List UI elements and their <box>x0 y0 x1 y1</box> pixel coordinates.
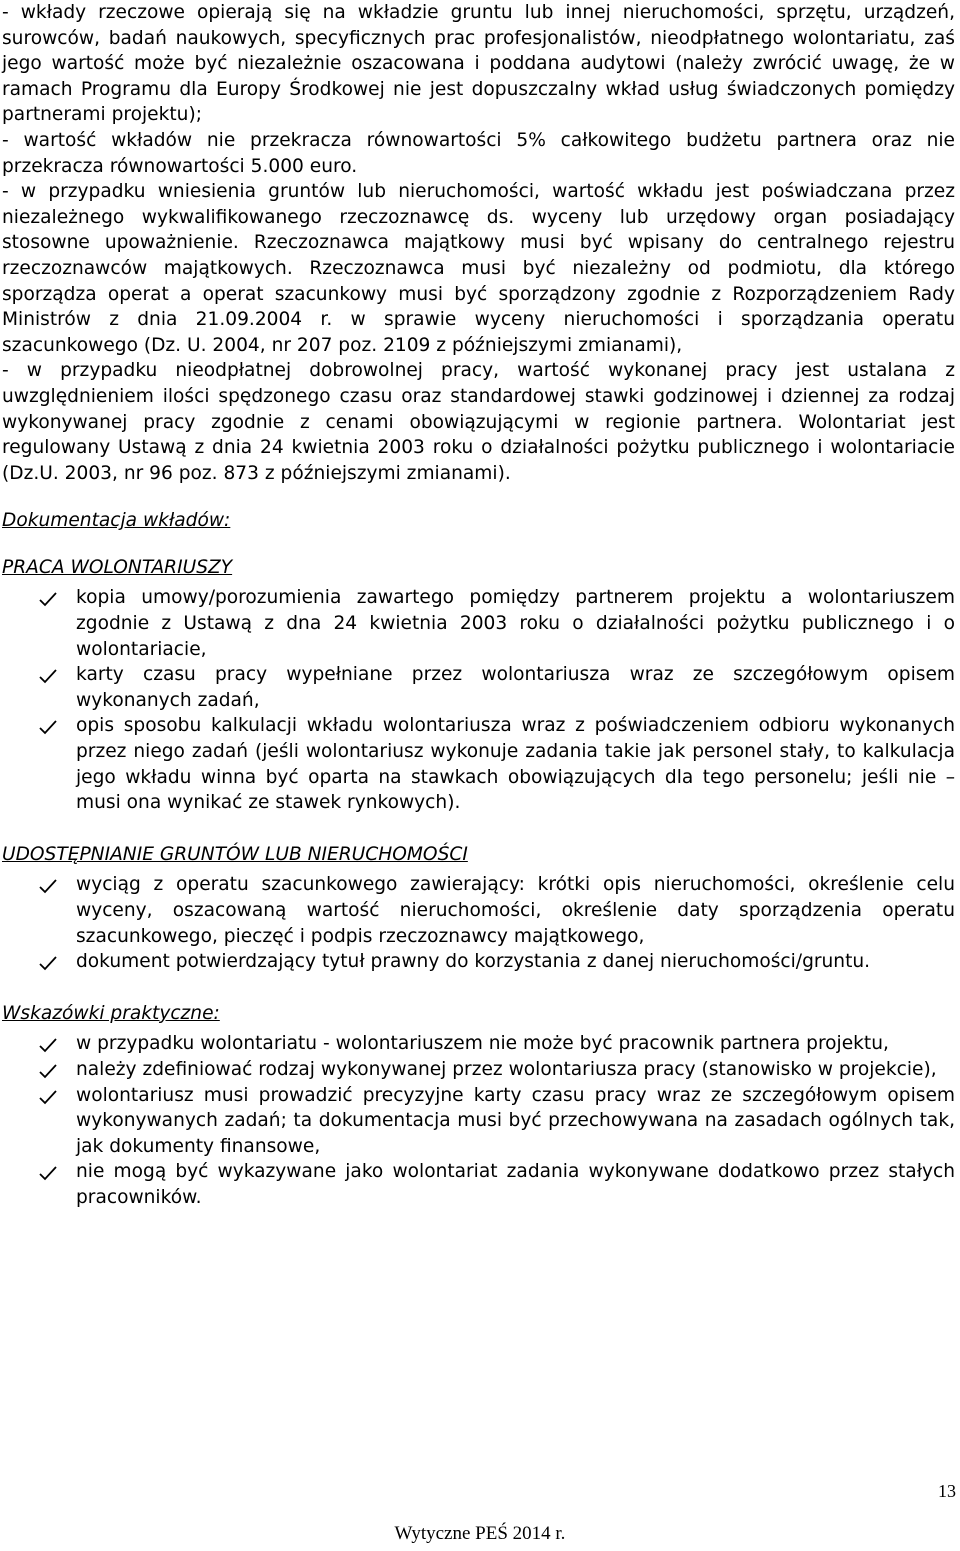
list-item-text: opis sposobu kalkulacji wkładu wolontariusza wraz z poświadczeniem odbioru wykonanych przez niego zadań (jeśli wolontariusz wykonuje zadania takie jak personel stały, to kalkulacja jego wkładu winna być oparta na stawkach obowiązujących dla tego personelu; jeśli nie – musi ona wynikać ze stawek rynkowych). <box>76 715 955 814</box>
list-item <box>2 713 955 815</box>
paragraph-wklady-rzeczowe: - wkłady rzeczowe opierają się na wkładzie gruntu lub innej nieruchomości, sprzętu, urządzeń, surowców, badań naukowych, specyficznych prac profesjonalistów, nieodpłatnego wolontariatu, zaś jego wartość może być niezależnie oszacowana i poddana audytowi (należy zwrócić uwagę, że w ramach Programu dla Europy Środkowej nie jest dopuszczalny wkład usług świadczonych pomiędzy partnerami projektu); <box>2 2 955 126</box>
list-item <box>2 872 955 949</box>
footer-title: Wytyczne PEŚ 2014 r. <box>394 1523 566 1544</box>
list-item-text: wyciąg z operatu szacunkowego zawierający: krótki opis nieruchomości, określenie celu wyceny, oszacowaną wartość nieruchomości, określenie daty sporządzenia operatu szacunkowego, pieczęć i podpis rzeczoznawcy majątkowego, <box>76 874 955 947</box>
checklist <box>2 1031 955 1210</box>
document-body <box>2 0 955 1211</box>
paragraph-nieodplatna-praca: - w przypadku nieodpłatnej dobrowolnej pracy, wartość wykonanej pracy jest ustalana z uwzględnieniem ilości spędzonego czasu oraz standardowej stawki godzinowej i dziennej za rodzaj wykonywanej pracy zgodnie z cenami obowiązującymi w regionie partnera. Wolontariat jest regulowany Ustawą z dnia 24 kwietnia 2003 roku o działalności pożytku publicznego i wolontariacie (Dz.U. 2003, nr 96 poz. 873 z późniejszymi zmianami). <box>2 360 955 484</box>
list-item <box>2 1031 955 1057</box>
check-mark-icon <box>38 949 60 971</box>
section-wskazowki-praktyczne <box>2 1001 955 1211</box>
list-item-text: w przypadku wolontariatu - wolontariuszem nie może być pracownik partnera projektu, <box>76 1033 889 1055</box>
list-item <box>2 1083 955 1160</box>
check-mark-icon <box>38 1083 60 1105</box>
list-item-text: nie mogą być wykazywane jako wolontariat zadania wykonywane dodatkowo przez stałych pracowników. <box>76 1161 955 1208</box>
section-praca-wolontariuszy <box>2 555 955 816</box>
list-item <box>2 662 955 713</box>
list-item <box>2 949 955 975</box>
heading-dokumentacja-wkladow: Dokumentacja wkładów: <box>2 510 231 532</box>
section-udostepnianie-gruntow <box>2 842 955 975</box>
checklist <box>2 585 955 815</box>
check-mark-icon <box>38 1159 60 1181</box>
list-item <box>2 1057 955 1083</box>
paragraph-grunty-nieruchomosci: - w przypadku wniesienia gruntów lub nieruchomości, wartość wkładu jest poświadczana przez niezależnego wykwalifikowanego rzeczoznawcę ds. wyceny lub urzędowy organ posiadający stosowne upoważnienie. Rzeczoznawca majątkowy musi być wpisany do centralnego rejestru rzeczoznawców majątkowych. Rzeczoznawca musi być niezależny od podmiotu, dla którego sporządza operat a operat szacunkowy musi być sporządzony zgodnie z Rozporządzeniem Rady Ministrów z dnia 21.09.2004 r. w sprawie wyceny nieruchomości i sporządzania operatu szacunkowego (Dz. U. 2004, nr 207 poz. 2109 z późniejszymi zmianami), <box>2 181 955 356</box>
section-heading: UDOSTĘPNIANIE GRUNTÓW LUB NIERUCHOMOŚCI <box>2 843 468 865</box>
check-mark-icon <box>38 662 60 684</box>
list-item <box>2 585 955 662</box>
check-mark-icon <box>38 1031 60 1053</box>
list-item-text: wolontariusz musi prowadzić precyzyjne karty czasu pracy wraz ze szczegółowym opisem wykonywanych zadań; ta dokumentacja musi być przechowywana na zasadach ogólnych tak, jak dokumenty finansowe, <box>76 1084 955 1157</box>
paragraph-wartosc-wkladow: - wartość wkładów nie przekracza równowartości 5% całkowitego budżetu partnera oraz nie przekracza równowartości 5.000 euro. <box>2 129 955 177</box>
list-item-text: kopia umowy/porozumienia zawartego pomiędzy partnerem projektu a wolontariuszem zgodnie z Ustawą z dna 24 kwietnia 2003 roku o działalności pożytku publicznego i o wolontariacie, <box>76 587 955 660</box>
checklist <box>2 872 955 974</box>
list-item <box>2 1159 955 1210</box>
check-mark-icon <box>38 872 60 894</box>
section-heading: PRACA WOLONTARIUSZY <box>2 556 233 578</box>
section-heading: Wskazówki praktyczne: <box>2 1002 220 1024</box>
check-mark-icon <box>38 713 60 735</box>
list-item-text: dokument potwierdzający tytuł prawny do korzystania z danej nieruchomości/gruntu. <box>76 951 871 973</box>
check-mark-icon <box>38 1057 60 1079</box>
list-item-text: karty czasu pracy wypełniane przez wolontariusza wraz ze szczegółowym opisem wykonanych zadań, <box>76 664 955 711</box>
page-number: 13 <box>938 1481 956 1501</box>
check-mark-icon <box>38 585 60 607</box>
list-item-text: należy zdefiniować rodzaj wykonywanej przez wolontariusza pracy (stanowisko w projekcie), <box>76 1058 937 1080</box>
